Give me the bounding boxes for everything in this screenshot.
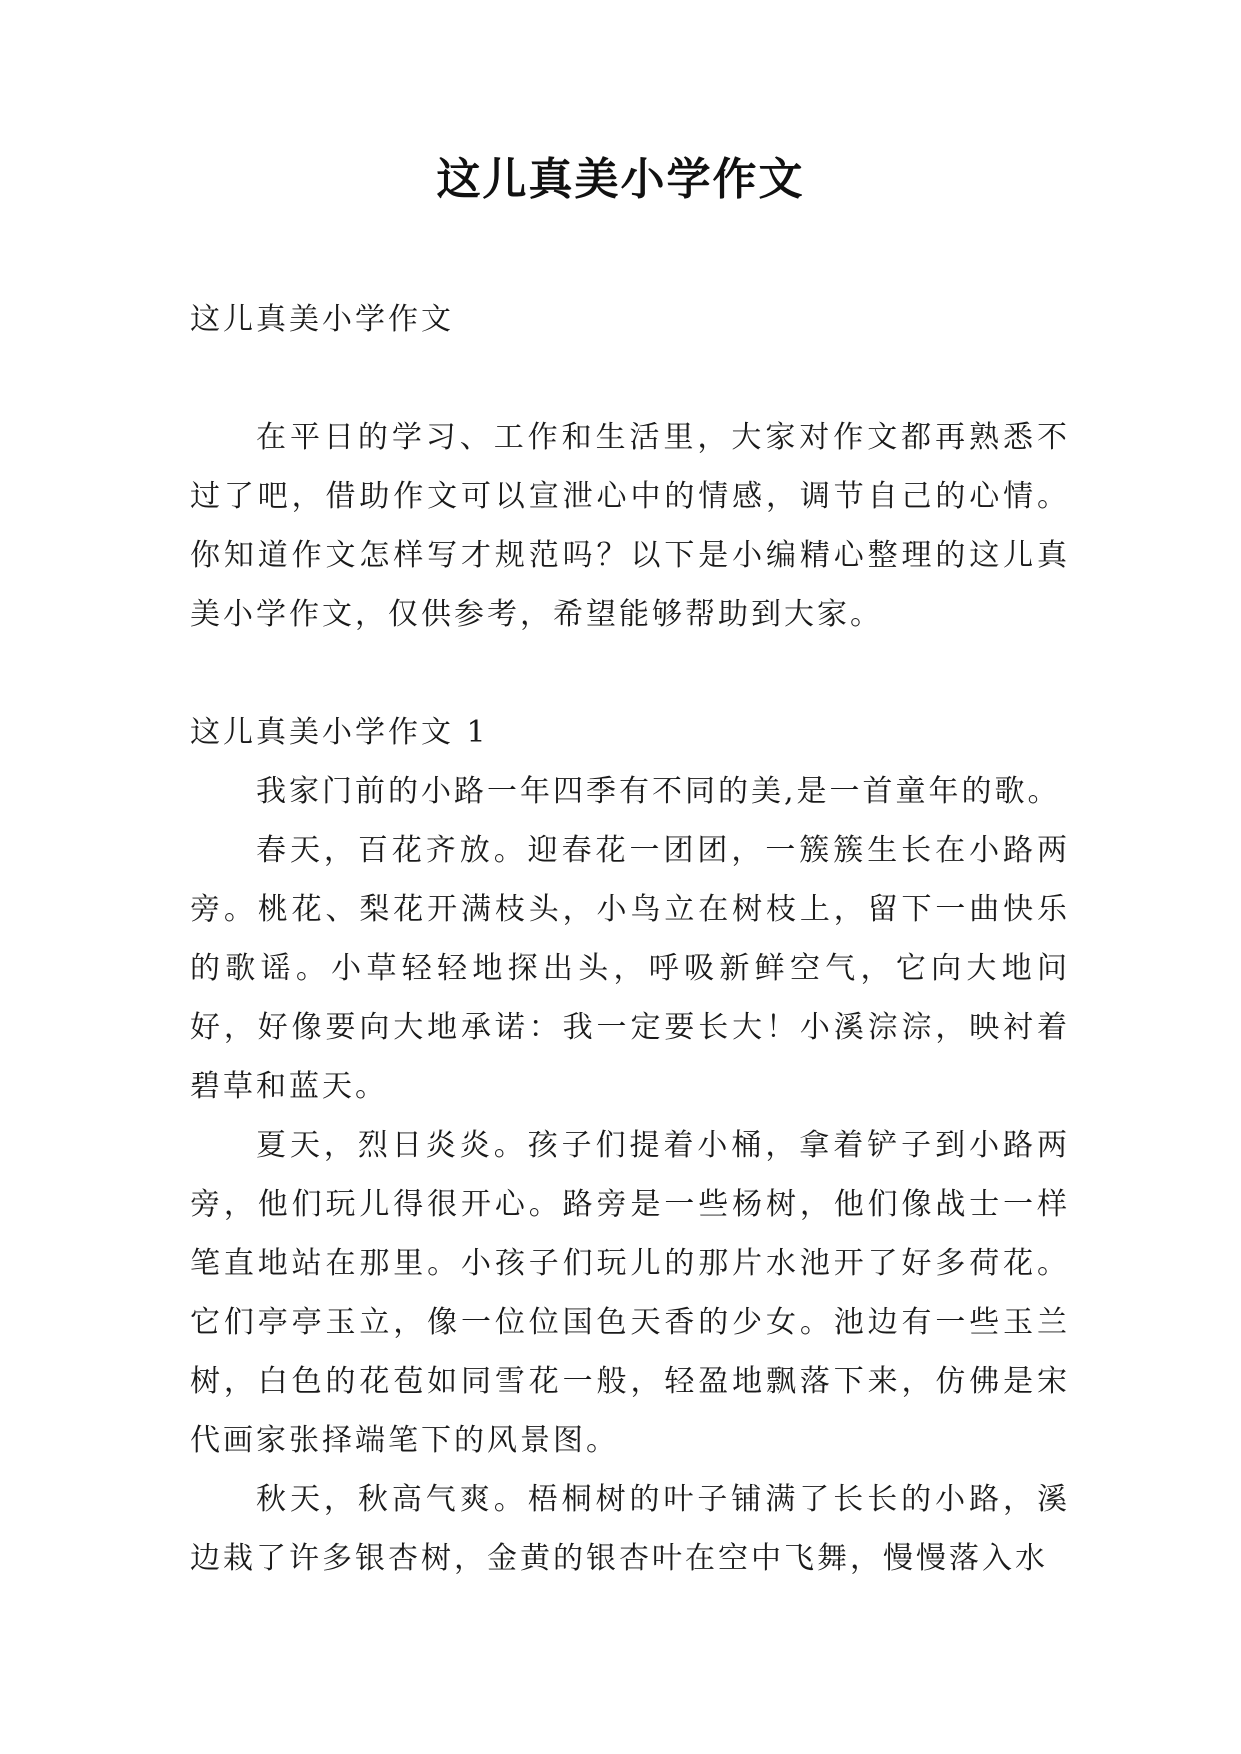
document-body (190, 290, 1070, 1588)
body-paragraph-autumn: 秋天，秋高气爽。梧桐树的叶子铺满了长长的小路，溪边栽了许多银杏树，金黄的银杏叶在空中飞舞，慢慢落入水 (190, 1482, 1070, 1576)
intro-paragraph: 在平日的学习、工作和生活里，大家对作文都再熟悉不过了吧，借助作文可以宣泄心中的情感，调节自己的心情。你知道作文怎样写才规范吗？以下是小编精心整理的这儿真美小学作文，仅供参考，希望能够帮助到大家。 (190, 420, 1070, 632)
document-title: 这儿真美小学作文 (436, 154, 805, 205)
body-paragraph-spring: 春天，百花齐放。迎春花一团团，一簇簇生长在小路两旁。桃花、梨花开满枝头，小鸟立在树枝上，留下一曲快乐的歌谣。小草轻轻地探出头，呼吸新鲜空气，它向大地问好，好像要向大地承诺：我一定要长大！小溪淙淙，映衬着碧草和蓝天。 (190, 833, 1070, 1104)
body-paragraph-summer: 夏天，烈日炎炎。孩子们提着小桶，拿着铲子到小路两旁，他们玩儿得很开心。路旁是一些杨树，他们像战士一样笔直地站在那里。小孩子们玩儿的那片水池开了好多荷花。它们亭亭玉立，像一位位国色天香的少女。池边有一些玉兰树，白色的花苞如同雪花一般，轻盈地飘落下来，仿佛是宋代画家张择端笔下的风景图。 (190, 1128, 1070, 1458)
document-subtitle: 这儿真美小学作文 (190, 302, 454, 337)
section-heading: 这儿真美小学作文 1 (190, 715, 489, 750)
body-paragraph-1: 我家门前的小路一年四季有不同的美,是一首童年的歌。 (256, 774, 1061, 809)
